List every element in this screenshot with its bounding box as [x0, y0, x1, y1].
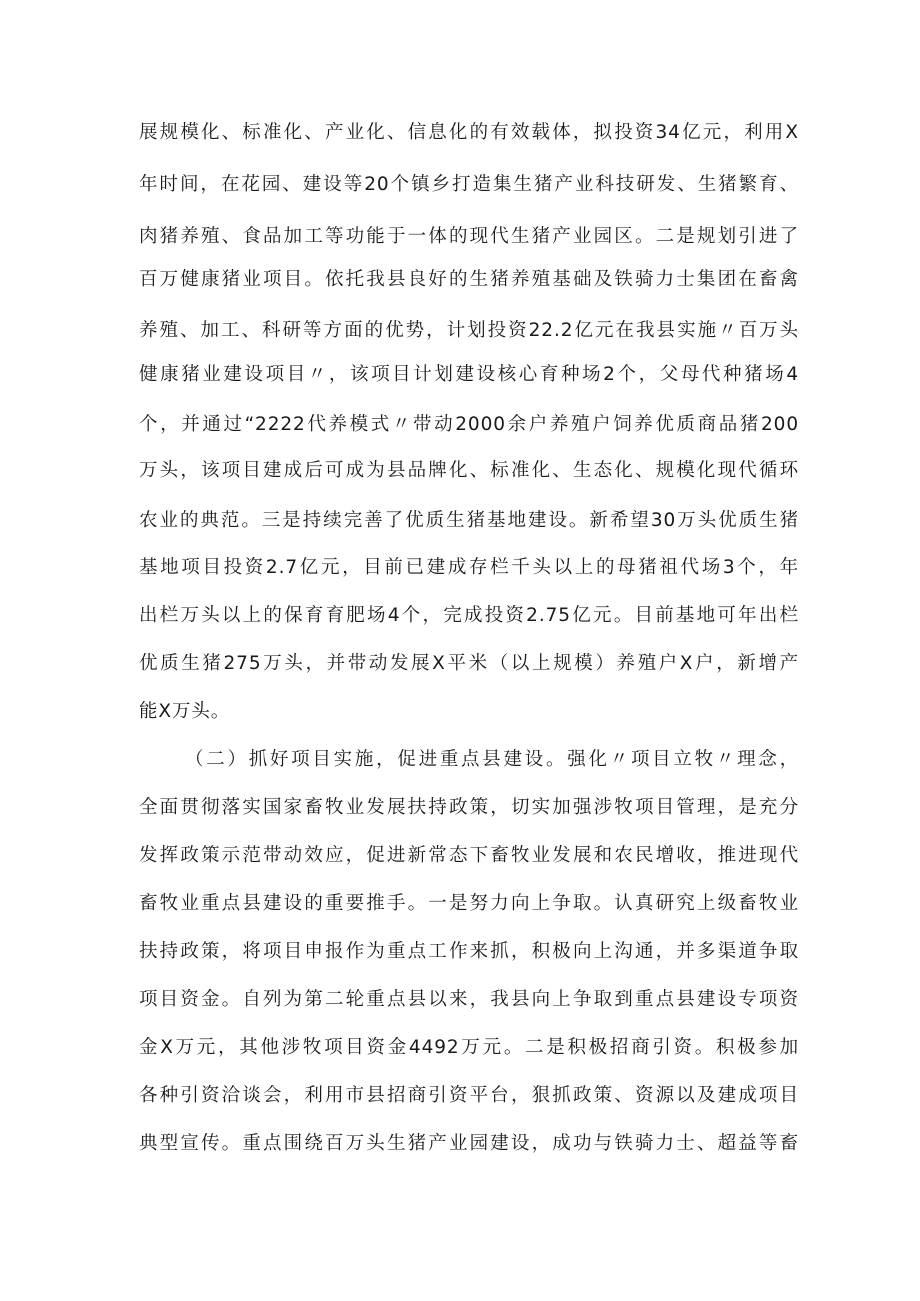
text-line: （二）抓好项目实施，促进重点县建设。强化〃项目立牧〃理念， — [185, 749, 799, 770]
text-line: 金X万元，其他涉牧项目资金4492万元。二是积极招商引资。积极参加 — [139, 1037, 799, 1058]
text-line: 健康猪业建设项目〃，该项目计划建设核心育种场2个，父母代种猪场4 — [139, 364, 799, 385]
text-line: 个，并通过“2222代养模式〃带动2000余户养殖户饲养优质商品猪200 — [139, 414, 799, 435]
text-line: 优质生猪275万头，并带动发展X平米（以上规模）养殖户X户，新增产 — [139, 653, 799, 674]
text-line: 能X万头。 — [139, 701, 231, 722]
text-line: 典型宣传。重点围绕百万头生猪产业园建设，成功与铁骑力士、超益等畜 — [139, 1133, 799, 1154]
text-line: 扶持政策，将项目申报作为重点工作来抓，积极向上沟通，并多渠道争取 — [139, 941, 799, 962]
text-line: 展规模化、标准化、产业化、信息化的有效载体，拟投资34亿元，利用X — [139, 122, 799, 143]
text-line: 发挥政策示范带动效应，促进新常态下畜牧业发展和农民增收，推进现代 — [139, 845, 799, 866]
text-line: 年时间，在花园、建设等20个镇乡打造集生猪产业科技研发、生猪繁育、 — [139, 174, 799, 195]
text-line: 百万健康猪业项目。依托我县良好的生猪养殖基础及铁骑力士集团在畜禽 — [139, 269, 799, 290]
text-line: 养殖、加工、科研等方面的优势，计划投资22.2亿元在我县实施〃百万头 — [139, 320, 799, 341]
text-line: 全面贯彻落实国家畜牧业发展扶持政策，切实加强涉牧项目管理，是充分 — [139, 797, 799, 818]
text-line: 肉猪养殖、食品加工等功能于一体的现代生猪产业园区。二是规划引进了 — [139, 226, 799, 247]
text-line: 出栏万头以上的保育育肥场4个，完成投资2.75亿元。目前基地可年出栏 — [139, 605, 799, 626]
text-line: 畜牧业重点县建设的重要推手。一是努力向上争取。认真研究上级畜牧业 — [139, 893, 799, 914]
text-line: 农业的典范。三是持续完善了优质生猪基地建设。新希望30万头优质生猪 — [139, 510, 799, 531]
text-line: 各种引资洽谈会，利用市县招商引资平台，狠抓政策、资源以及建成项目 — [139, 1085, 799, 1106]
text-line: 基地项目投资2.7亿元，目前已建成存栏千头以上的母猪祖代场3个，年 — [139, 557, 799, 578]
text-line: 万头，该项目建成后可成为县品牌化、标准化、生态化、规模化现代循环 — [139, 460, 799, 481]
text-line: 项目资金。自列为第二轮重点县以来，我县向上争取到重点县建设专项资 — [139, 989, 799, 1010]
